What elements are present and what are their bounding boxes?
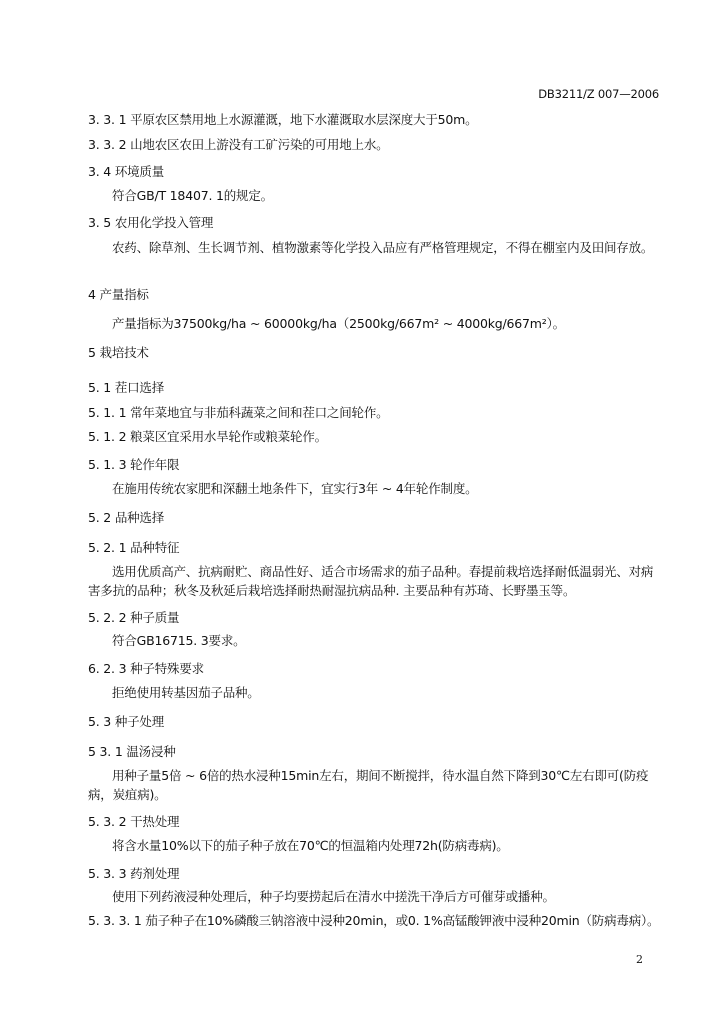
heading-5-1-3: 5. 1. 3 轮作年限	[88, 457, 180, 472]
heading-5-2-2: 5. 2. 2 种子质量	[88, 610, 180, 625]
heading-3-4: 3. 4 环境质量	[88, 164, 165, 179]
heading-5-2: 5. 2 品种选择	[88, 510, 165, 525]
clause-3-3-1: 3. 3. 1 平原农区禁用地上水源灌溉，地下水灌溉取水层深度大于50m。	[88, 112, 478, 127]
clause-5-3-3-text: 使用下列药液浸种处理后，种子均要捞起后在清水中搓洗干净后方可催芽或播种。	[112, 889, 555, 904]
heading-4: 4 产量指标	[88, 287, 149, 302]
clause-5-1-2: 5. 1. 2 粮菜区宜采用水旱轮作或粮菜轮作。	[88, 429, 327, 444]
heading-5-3: 5. 3 种子处理	[88, 714, 165, 729]
heading-5: 5 栽培技术	[88, 345, 149, 360]
heading-5-1: 5. 1 茬口选择	[88, 380, 165, 395]
heading-5-3-3: 5. 3. 3 药剂处理	[88, 866, 180, 881]
clause-5-3-3-1: 5. 3. 3. 1 茄子种子在10%磷酸三钠溶液中浸种20min，或0. 1%高锰酸钾液中浸种20min（防病毒病）。	[88, 913, 660, 928]
clause-3-5-paragraph: 农药、除草剂、生长调节剂、植物激素等化学投入品应有严格管理规定，不得在棚室内及田间存放。	[112, 240, 654, 255]
clause-5-2-2-text: 符合GB16715. 3要求。	[112, 633, 246, 648]
clause-5-3-2-text: 将含水量10%以下的茄子种子放在70℃的恒温箱内处理72h(防病毒病)。	[112, 838, 509, 853]
clause-3-3-2: 3. 3. 2 山地农区农田上游没有工矿污染的可用地上水。	[88, 137, 389, 152]
heading-5-2-1: 5. 2. 1 品种特征	[88, 540, 180, 555]
heading-5-3-1: 5 3. 1 温汤浸种	[88, 744, 176, 759]
heading-5-3-2: 5. 3. 2 干热处理	[88, 814, 180, 829]
document-code: DB3211/Z 007—2006	[538, 87, 659, 101]
clause-5-1-3-text: 在施用传统农家肥和深翻土地条件下，宜实行3年 ~ 4年轮作制度。	[112, 481, 478, 496]
heading-6-2-3: 6. 2. 3 种子特殊要求	[88, 661, 204, 676]
clause-5-1-1: 5. 1. 1 常年菜地宜与非茄科蔬菜之间和茬口之间轮作。	[88, 405, 389, 420]
page-number: 2	[636, 953, 643, 966]
clause-5-2-1-paragraph: 选用优质高产、抗病耐贮、商品性好、适合市场需求的茄子品种。春提前栽培选择耐低温弱光、对病害多抗的品种；秋冬及秋延后栽培选择耐热耐湿抗病品种. 主要品种有苏琦、长野墨玉等。	[88, 564, 654, 598]
clause-3-4-text: 符合GB/T 18407. 1的规定。	[112, 188, 273, 203]
heading-3-5: 3. 5 农用化学投入管理	[88, 215, 214, 230]
clause-6-2-3-text: 拒绝使用转基因茄子品种。	[112, 685, 260, 700]
clause-5-3-1-paragraph: 用种子量5倍 ~ 6倍的热水浸种15min左右，期间不断搅拌，待水温自然下降到30℃左右即可(防疫病，炭疽病)。	[88, 768, 649, 802]
yield-index-text: 产量指标为37500kg/ha ~ 60000kg/ha（2500kg/667m² ~ 4000kg/667m²）。	[112, 316, 565, 331]
